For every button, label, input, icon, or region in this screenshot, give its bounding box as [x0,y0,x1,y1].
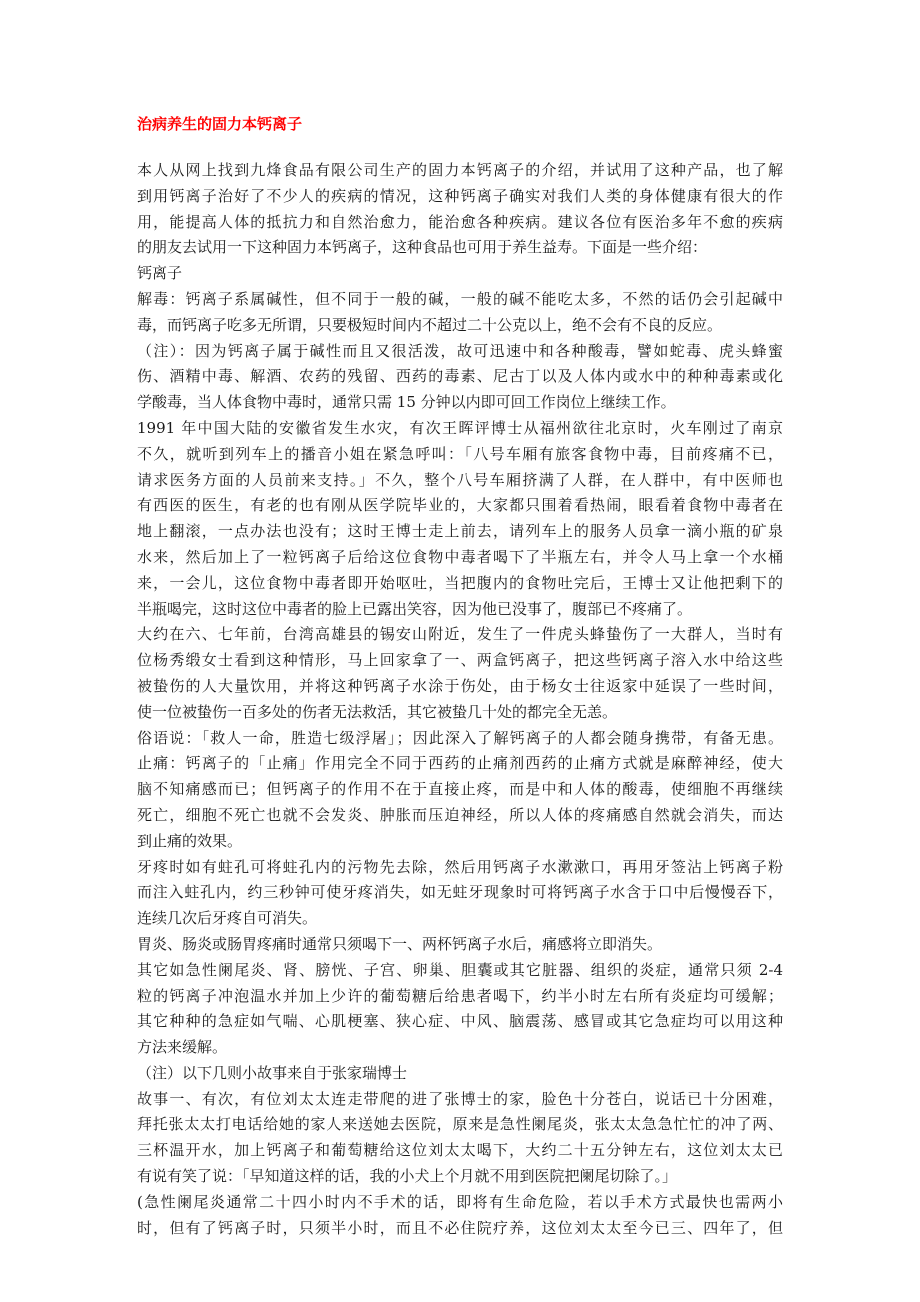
body-line: 三杯温开水，加上钙离子和葡萄糖给这位刘太太喝下，大约二十五分钟左右，这位刘太太已 [137,1141,783,1160]
body-line: 其它如急性阑尾炎、肾、膀恍、子宫、卵巢、胆囊或其它脏器、组织的炎症，通常只须 2-4 [137,960,783,979]
body-line: 学酸毒，当人体食物中毒时，通常只需 15 分钟以内即可回工作岗位上继续工作。 [137,393,676,412]
body-line: 而注入蛀孔内，约三秒钟可使牙疼消失，如无蛀牙现象时可将钙离子水含于口中后慢慢吞下， [137,883,783,902]
body-line: 时，但有了钙离子时，只须半小时，而且不必住院疗养，这位刘太太至今已三、四年了，但 [137,1218,783,1237]
body-line: 使一位被蛰伤一百多处的伤者无法救活，其它被蛰几十处的都完全无恙。 [137,702,618,721]
body-line: 不久，就听到列车上的播音小姐在紧急呼叫：「八号车厢有旅客食物中毒，目前疼痛不已， [137,444,783,463]
body-line: 的朋友去试用一下这种固力本钙离子，这种食品也可用于养生益寿。下面是一些介绍： [137,238,708,257]
body-line: 毒，而钙离子吃多无所谓，只要极短时间内不超过二十公克以上，绝不会有不良的反应。 [137,315,723,334]
body-line: 其它种种的急症如气喘、心肌梗塞、狭心症、中风、脑震荡、感冒或其它急症均可以用这种 [137,1012,783,1031]
body-line: 位杨秀缎女士看到这种情形，马上回家拿了一、两盒钙离子，把这些钙离子溶入水中给这些 [137,651,783,670]
body-line: 有西医的医生，有老的也有刚从医学院毕业的，大家都只围着看热闹，眼看着食物中毒者在 [137,496,783,515]
body-line: 地上翻滚，一点办法也没有；这时王博士走上前去，请列车上的服务人员拿一滴小瓶的矿泉 [137,522,783,541]
body-line: 解毒：钙离子系属碱性，但不同于一般的碱，一般的碱不能吃太多，不然的话仍会引起碱中 [137,289,783,308]
body-line: 粒的钙离子冲泡温水并加上少许的葡萄糖后给患者喝下，约半小时左右所有炎症均可缓解； [137,986,783,1005]
body-line: （注）：因为钙离子属于碱性而且又很活泼，故可迅速中和各种酸毒，譬如蛇毒、虎头蜂蜜 [137,341,783,360]
document-title: 治病养生的固力本钙离子 [137,115,303,133]
body-line: 连续几次后牙疼自可消失。 [137,909,318,928]
body-line: （注）以下几则小故事来自于张家瑞博士 [137,1063,408,1082]
body-line: 方法来缓解。 [137,1038,228,1057]
body-line: 止痛：钙离子的「止痛」作用完全不同于西药的止痛剂西药的止痛方式就是麻醉神经，使大 [137,754,783,773]
body-line: 大约在六、七年前，台湾高雄县的锡安山附近，发生了一件虎头蜂蛰伤了一大群人，当时有 [137,625,783,644]
body-line: 本人从网上找到九烽食品有限公司生产的固力本钙离子的介绍，并试用了这种产品，也了解 [137,161,783,179]
body-line: 牙疼时如有蛀孔可将蛀孔内的污物先去除，然后用钙离子水漱漱口，再用牙签沾上钙离子粉 [137,857,783,876]
body-line: 到止痛的效果。 [137,831,243,850]
body-line: 胃炎、肠炎或肠胃疼痛时通常只须喝下一、两杯钙离子水后，痛感将立即消失。 [137,934,663,953]
body-line: 拜托张太太打电话给她的家人来送她去医院，原来是急性阑尾炎，张太太急急忙忙的冲了两、 [137,1115,783,1134]
body-line: 到用钙离子治好了不少人的疾病的情况，这种钙离子确实对我们人类的身体健康有很大的作 [137,186,783,205]
body-line: 钙离子 [137,264,183,283]
body-line: 用，能提高人体的抵抗力和自然治愈力，能治愈各种疾病。建议各位有医治多年不愈的疾病 [137,212,783,231]
body-line: 俗语说：「救人一命，胜造七级浮屠」；因此深入了解钙离子的人都会随身携带，有备无患。 [137,728,783,747]
body-line: 死亡，细胞不死亡也就不会发炎、肿胀而压迫神经，所以人体的疼痛感自然就会消失，而达 [137,805,783,824]
body-line: 脑不知痛感而已；但钙离子的作用不在于直接止疼，而是中和人体的酸毒，使细胞不再继续 [137,780,783,799]
body-line: (急性阑尾炎通常二十四小时内不手术的话，即将有生命危险，若以手术方式最快也需两小 [137,1192,783,1211]
body-line: 来，一会儿，这位食物中毒者即开始呕吐，当把腹内的食物吐完后，王博士又让他把剩下的 [137,573,783,592]
body-line: 请求医务方面的人员前来支持。」不久，整个八号车厢挤满了人群，在人群中，有中医师也 [137,470,783,489]
body-line: 半瓶喝完，这时这位中毒者的脸上已露出笑容，因为他已没事了，腹部已不疼痛了。 [137,599,693,618]
body-line: 伤、酒精中毒、解酒、农药的残留、西药的毒素、尼古丁以及人体内或水中的种种毒素或化 [137,367,783,386]
body-line: 故事一、有次，有位刘太太连走带爬的进了张博士的家，脸色十分苍白，说话已十分困难， [137,1089,783,1108]
body-line: 有说有笑了说：「早知道这样的话，我的小犬上个月就不用到医院把阑尾切除了。」 [137,1167,678,1186]
body-line: 1991 年中国大陆的安徽省发生水灾，有次王晖评博士从福州欲往北京时，火车刚过了南京 [137,418,783,437]
body-line: 被蛰伤的人大量饮用，并将这种钙离子水涂于伤处，由于杨女士往返家中延误了一些时间， [137,676,783,695]
document-body [137,158,783,1241]
body-line: 水来，然后加上了一粒钙离子后给这位食物中毒者喝下了半瓶左右，并令人马上拿一个水桶 [137,547,783,566]
